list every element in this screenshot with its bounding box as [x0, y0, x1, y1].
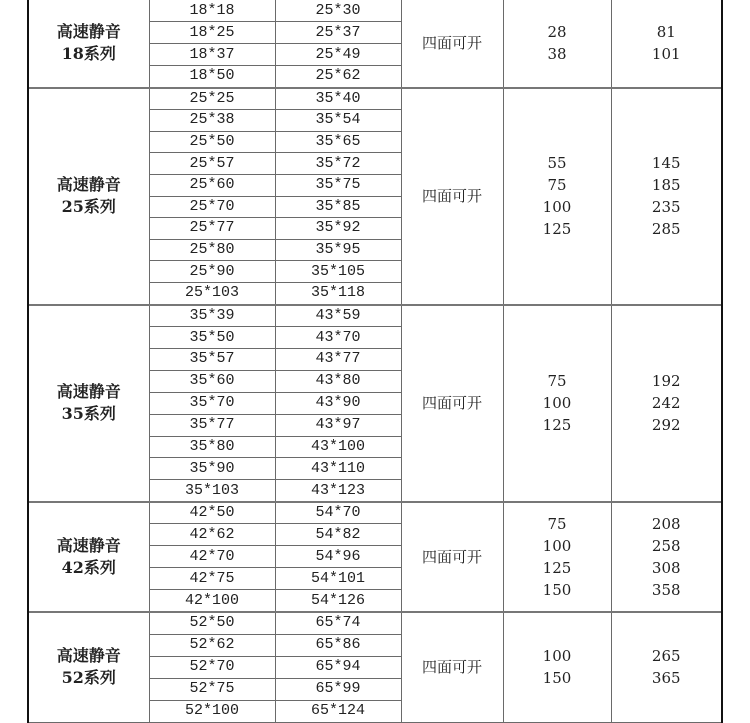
table-row [28, 305, 722, 327]
opening-cell: 四面可开 [401, 0, 503, 88]
value-list-cell [503, 612, 611, 722]
value-item: 145 [651, 154, 681, 173]
table-row [28, 0, 722, 22]
size-a-cell: 35*70 [149, 392, 275, 414]
value-item: 185 [651, 176, 681, 195]
value-item: 258 [651, 536, 681, 555]
size-b-cell: 54*96 [275, 546, 401, 568]
series-title: 高速静音 [56, 382, 121, 402]
size-a-cell: 25*103 [149, 282, 275, 304]
opening-cell: 四面可开 [401, 88, 503, 305]
size-a-cell: 42*75 [149, 568, 275, 590]
size-a-cell: 35*60 [149, 370, 275, 392]
opening-cell: 四面可开 [401, 612, 503, 722]
size-b-cell: 43*97 [275, 414, 401, 436]
value-item: 235 [651, 198, 681, 217]
spec-table [27, 0, 723, 723]
value-item: 242 [651, 394, 681, 413]
size-b-cell: 43*59 [275, 305, 401, 327]
series-number: 25系列 [61, 197, 116, 217]
opening-cell: 四面可开 [401, 305, 503, 502]
size-a-cell: 42*70 [149, 546, 275, 568]
size-a-cell: 35*80 [149, 436, 275, 458]
size-a-cell: 18*50 [149, 66, 275, 88]
value-item: 100 [542, 536, 572, 555]
size-b-cell: 43*110 [275, 458, 401, 480]
size-a-cell: 52*62 [149, 634, 275, 656]
value-item: 101 [651, 45, 681, 64]
size-b-cell: 54*101 [275, 568, 401, 590]
size-a-cell: 35*39 [149, 305, 275, 327]
table-row [28, 612, 722, 634]
value-item: 125 [542, 558, 572, 577]
size-b-cell: 25*62 [275, 66, 401, 88]
value-item: 285 [651, 220, 681, 239]
value-list-cell [503, 88, 611, 305]
series-name-cell [28, 88, 149, 305]
value-item: 208 [651, 514, 681, 533]
size-b-cell: 35*65 [275, 131, 401, 153]
size-a-cell: 35*103 [149, 480, 275, 502]
value-item: 81 [656, 23, 676, 42]
value-list-cell-2 [611, 305, 722, 502]
value-item: 55 [547, 154, 567, 173]
size-b-cell: 35*75 [275, 174, 401, 196]
value-item: 75 [547, 514, 567, 533]
series-title: 高速静音 [56, 646, 121, 666]
size-a-cell: 42*50 [149, 502, 275, 524]
size-b-cell: 43*90 [275, 392, 401, 414]
value-item: 365 [651, 669, 681, 688]
size-b-cell: 35*92 [275, 218, 401, 240]
opening-cell: 四面可开 [401, 502, 503, 612]
size-a-cell: 42*100 [149, 590, 275, 612]
value-item: 75 [547, 372, 567, 391]
series-number: 18系列 [61, 44, 116, 64]
size-a-cell: 52*70 [149, 656, 275, 678]
size-b-cell: 35*72 [275, 153, 401, 175]
size-b-cell: 65*99 [275, 678, 401, 700]
value-list-cell [503, 502, 611, 612]
size-b-cell: 65*124 [275, 700, 401, 722]
size-b-cell: 35*85 [275, 196, 401, 218]
size-a-cell: 18*37 [149, 44, 275, 66]
size-b-cell: 54*70 [275, 502, 401, 524]
value-item: 125 [542, 416, 572, 435]
size-a-cell: 35*90 [149, 458, 275, 480]
value-item: 265 [651, 647, 681, 666]
spec-table-body [28, 0, 722, 722]
size-b-cell: 65*74 [275, 612, 401, 634]
value-item: 192 [651, 372, 681, 391]
size-a-cell: 25*60 [149, 174, 275, 196]
value-item: 292 [651, 416, 681, 435]
size-b-cell: 35*118 [275, 282, 401, 304]
value-list-cell [503, 0, 611, 88]
size-b-cell: 25*30 [275, 0, 401, 22]
size-b-cell: 35*54 [275, 110, 401, 132]
value-item: 125 [542, 220, 572, 239]
size-a-cell: 52*50 [149, 612, 275, 634]
value-list-cell-2 [611, 502, 722, 612]
value-item: 75 [547, 176, 567, 195]
value-item: 100 [542, 394, 572, 413]
size-b-cell: 35*40 [275, 88, 401, 110]
size-a-cell: 25*38 [149, 110, 275, 132]
spec-table-container [27, 0, 721, 723]
size-a-cell: 42*62 [149, 524, 275, 546]
value-item: 308 [651, 558, 681, 577]
series-title: 高速静音 [56, 535, 121, 555]
value-list-cell [503, 305, 611, 502]
size-b-cell: 54*82 [275, 524, 401, 546]
size-a-cell: 25*77 [149, 218, 275, 240]
value-item: 28 [547, 23, 567, 42]
size-b-cell: 43*80 [275, 370, 401, 392]
size-a-cell: 18*25 [149, 22, 275, 44]
series-name-cell [28, 305, 149, 502]
size-a-cell: 18*18 [149, 0, 275, 22]
size-b-cell: 43*123 [275, 480, 401, 502]
series-name-cell [28, 0, 149, 88]
size-a-cell: 25*90 [149, 261, 275, 283]
value-list-cell-2 [611, 88, 722, 305]
size-b-cell: 25*37 [275, 22, 401, 44]
series-title: 高速静音 [56, 22, 121, 42]
size-a-cell: 25*70 [149, 196, 275, 218]
series-number: 52系列 [61, 668, 116, 688]
size-a-cell: 52*100 [149, 700, 275, 722]
size-b-cell: 35*105 [275, 261, 401, 283]
size-a-cell: 25*80 [149, 239, 275, 261]
size-b-cell: 25*49 [275, 44, 401, 66]
table-row [28, 502, 722, 524]
size-a-cell: 35*77 [149, 414, 275, 436]
value-item: 100 [542, 647, 572, 666]
size-a-cell: 52*75 [149, 678, 275, 700]
size-b-cell: 43*70 [275, 327, 401, 349]
value-item: 358 [651, 580, 681, 599]
series-title: 高速静音 [56, 175, 121, 195]
value-item: 150 [542, 669, 572, 688]
table-row [28, 88, 722, 110]
size-b-cell: 54*126 [275, 590, 401, 612]
series-number: 42系列 [61, 557, 116, 577]
value-item: 100 [542, 198, 572, 217]
value-list-cell-2 [611, 0, 722, 88]
value-item: 150 [542, 580, 572, 599]
value-list-cell-2 [611, 612, 722, 722]
size-a-cell: 35*50 [149, 327, 275, 349]
series-name-cell [28, 502, 149, 612]
size-a-cell: 25*57 [149, 153, 275, 175]
size-b-cell: 43*77 [275, 349, 401, 371]
size-b-cell: 35*95 [275, 239, 401, 261]
series-number: 35系列 [61, 404, 116, 424]
size-b-cell: 65*94 [275, 656, 401, 678]
size-b-cell: 43*100 [275, 436, 401, 458]
size-a-cell: 35*57 [149, 349, 275, 371]
size-a-cell: 25*25 [149, 88, 275, 110]
size-b-cell: 65*86 [275, 634, 401, 656]
series-name-cell [28, 612, 149, 722]
value-item: 38 [547, 45, 567, 64]
size-a-cell: 25*50 [149, 131, 275, 153]
